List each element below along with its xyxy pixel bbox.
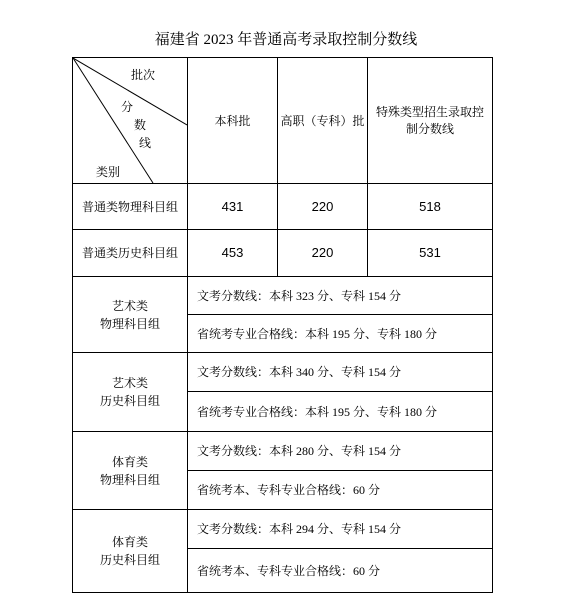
group-subject: 物理科目组 <box>99 472 160 487</box>
column-header-special <box>368 58 492 183</box>
column-header-undergraduate: 本科批 <box>188 58 277 183</box>
score-label-char: 线 <box>139 136 152 150</box>
cultural-score-line: 文考分数线：本科 294 分、专科 154 分 <box>188 510 492 548</box>
professional-pass-line: 省统考本、专科专业合格线：60 分 <box>188 471 492 509</box>
score-cell-special: 531 <box>368 230 492 276</box>
score-cell-undergraduate: 453 <box>188 230 277 276</box>
group-type: 艺术类 <box>111 376 148 390</box>
score-cell-undergraduate: 431 <box>188 184 277 229</box>
group-subject: 历史科目组 <box>99 394 160 408</box>
group-category <box>73 432 187 509</box>
score-label-char: 数 <box>134 118 147 132</box>
score-cell-special: 518 <box>368 184 492 229</box>
diagonal-line-batch <box>73 58 187 125</box>
score-cell-vocational: 220 <box>278 230 367 276</box>
row-category: 普通类历史科目组 <box>73 230 187 276</box>
diagonal-divider-lines <box>73 58 187 183</box>
group-type: 体育类 <box>111 535 148 549</box>
group-type: 艺术类 <box>111 298 148 313</box>
group-category <box>73 353 187 431</box>
group-subject: 物理科目组 <box>99 316 160 331</box>
professional-pass-line: 省统考专业合格线：本科 195 分、专科 180 分 <box>188 392 492 431</box>
category-label: 类别 <box>96 165 121 179</box>
column-header-special-label: 特殊类型招生录取控制分数线 <box>375 104 484 136</box>
score-cell-vocational: 220 <box>278 184 367 229</box>
row-category: 普通类物理科目组 <box>73 184 187 229</box>
group-category <box>73 510 187 592</box>
professional-pass-line: 省统考本、专科专业合格线：60 分 <box>188 549 492 592</box>
page-title: 福建省 2023 年普通高考录取控制分数线 <box>154 32 418 48</box>
score-label-char: 分 <box>121 100 134 114</box>
group-type: 体育类 <box>111 454 148 469</box>
professional-pass-line: 省统考专业合格线：本科 195 分、专科 180 分 <box>188 315 492 352</box>
cultural-score-line: 文考分数线：本科 323 分、专科 154 分 <box>188 277 492 314</box>
corner-header-cell <box>73 58 187 183</box>
cultural-score-line: 文考分数线：本科 280 分、专科 154 分 <box>188 432 492 470</box>
batch-label: 批次 <box>131 68 156 82</box>
group-subject: 历史科目组 <box>99 553 160 567</box>
score-table <box>72 57 493 593</box>
cultural-score-line: 文考分数线：本科 340 分、专科 154 分 <box>188 353 492 391</box>
group-category <box>73 277 187 352</box>
column-header-vocational: 高职（专科）批 <box>278 58 367 183</box>
